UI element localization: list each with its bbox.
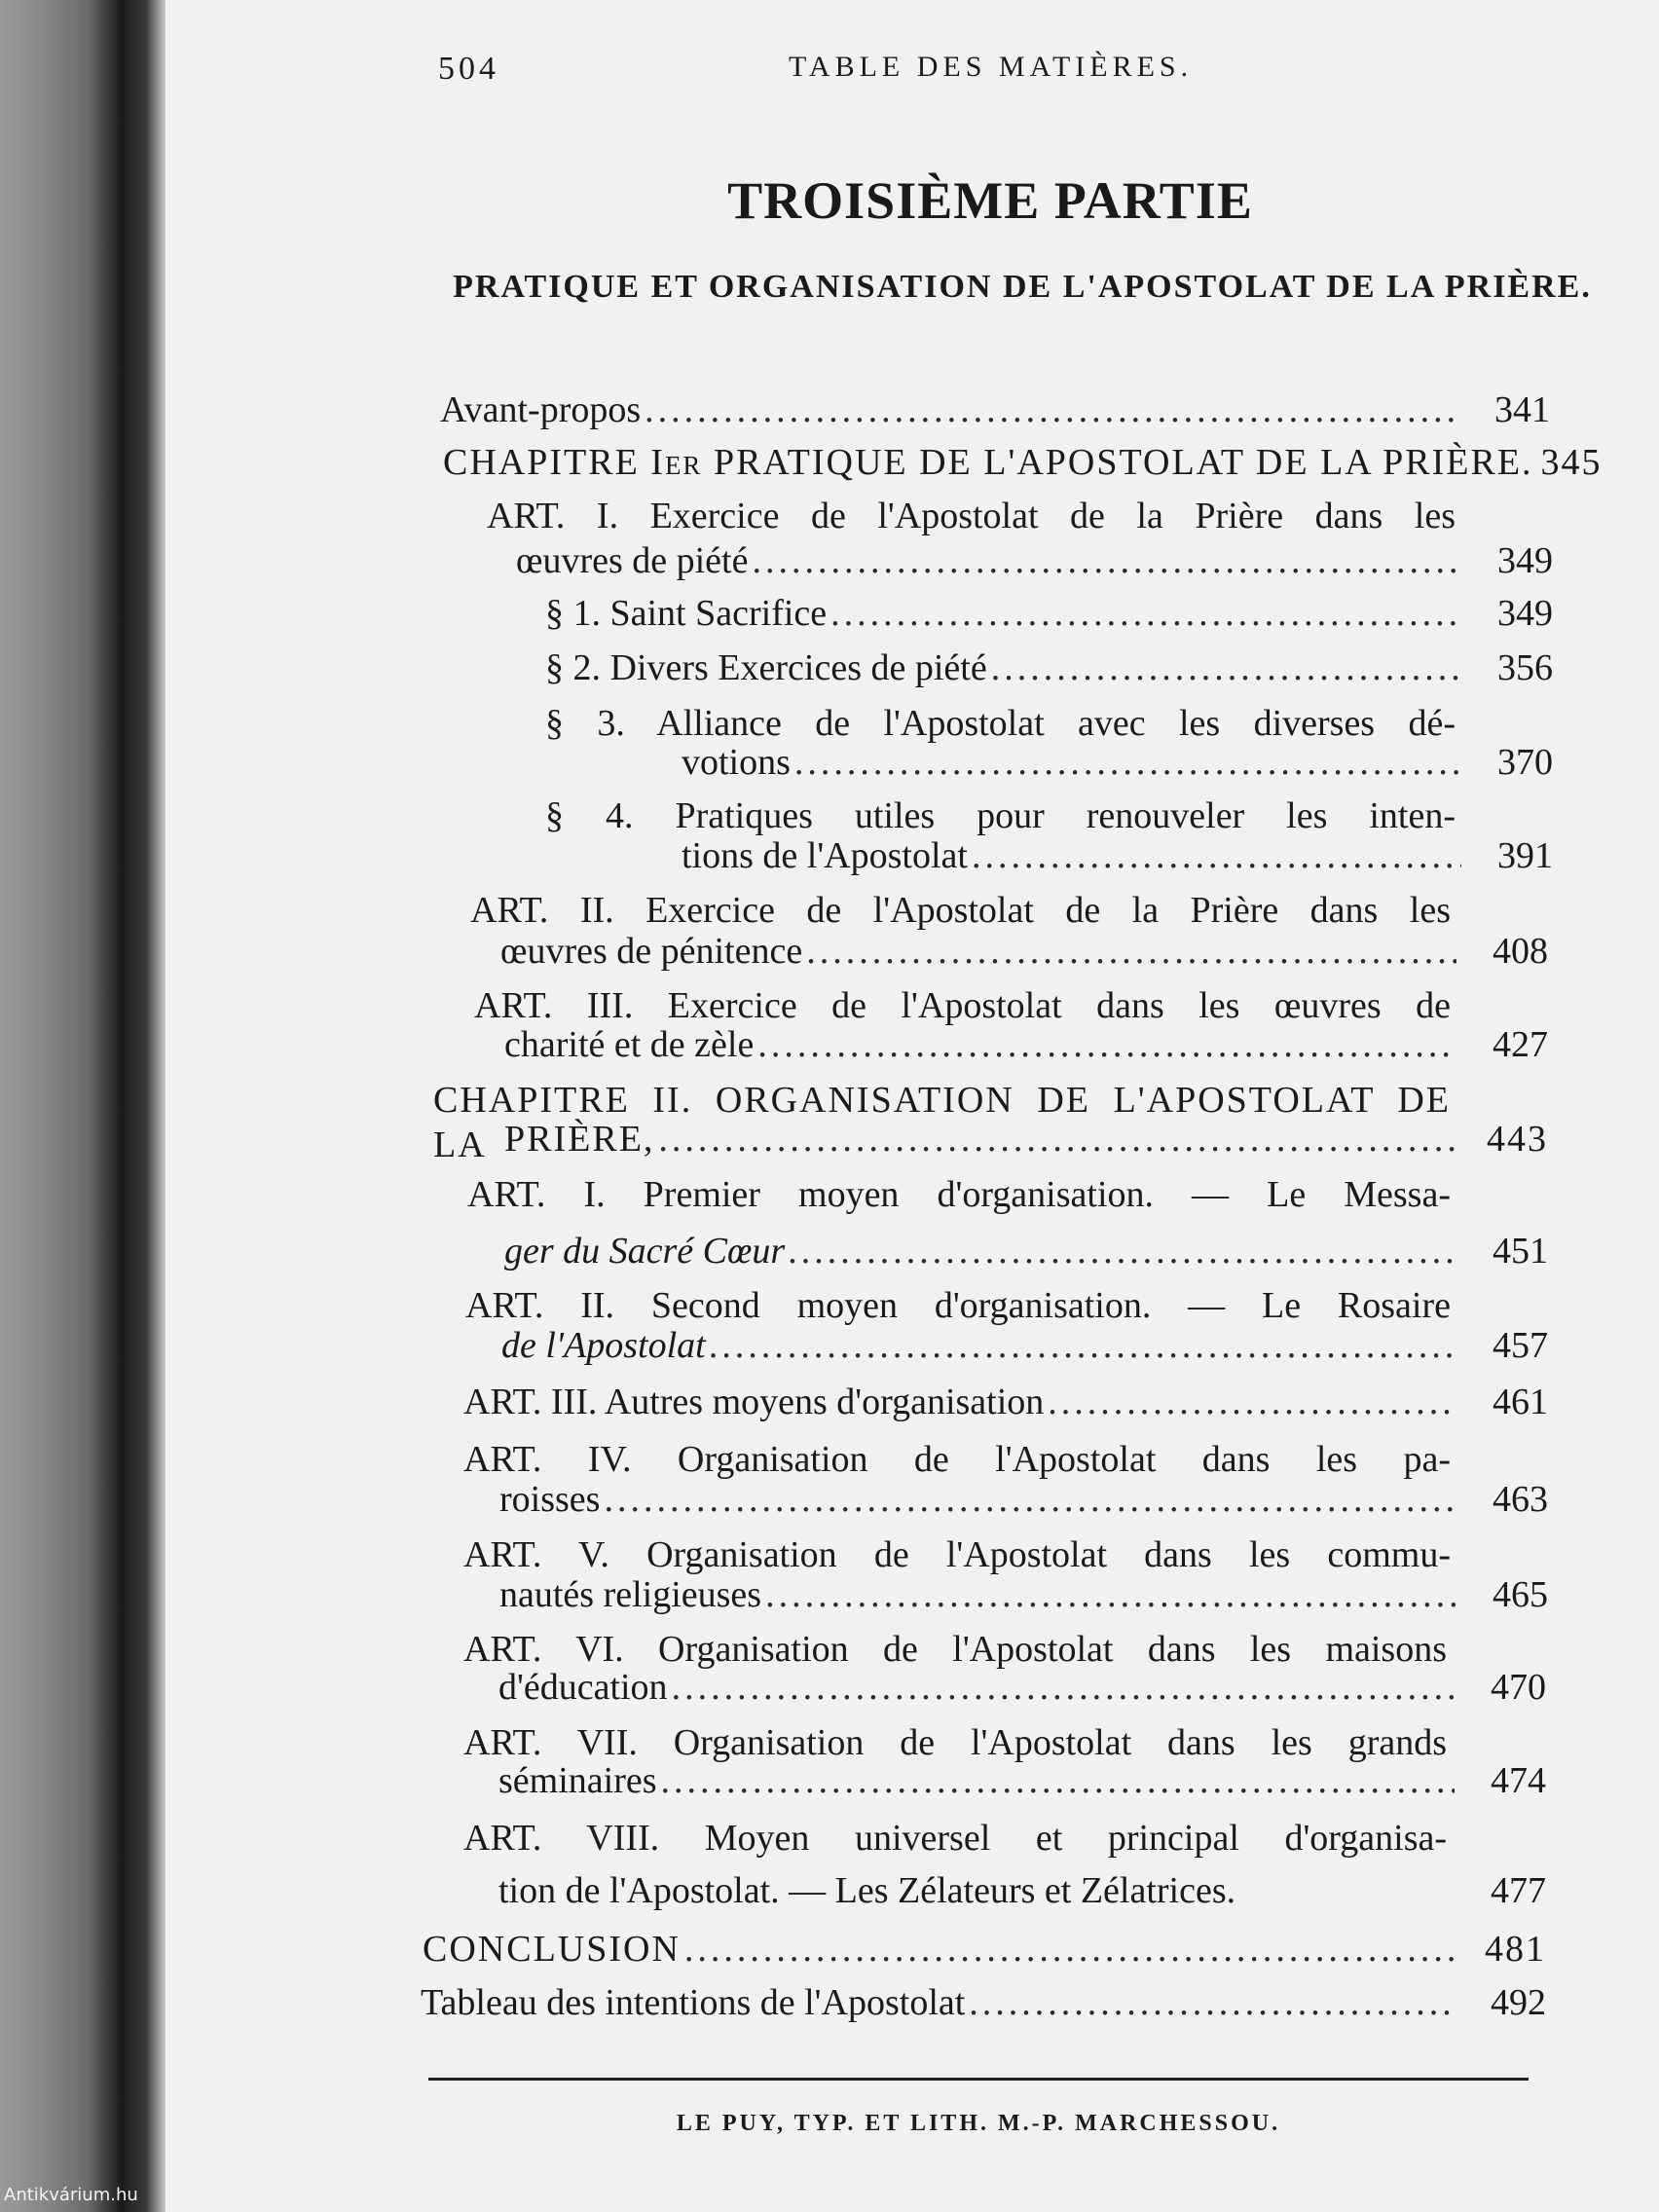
toc-entry <box>516 538 1553 583</box>
toc-entry-continuation: roisses <box>499 1479 601 1520</box>
running-title: TABLE DES MATIÈRES. <box>789 51 1194 83</box>
toc-entry-page: 461 <box>1493 1382 1548 1422</box>
toc-entry-title: ART. III. Autres moyens d'organisation <box>463 1382 1045 1422</box>
toc-entry-continuation: d'éducation <box>498 1667 668 1708</box>
leader-dots <box>789 1229 1456 1273</box>
toc-entry-continuation: votions <box>682 742 791 783</box>
toc-entry <box>500 929 1548 974</box>
toc-entry-continuation: de l'Apostolat <box>501 1325 706 1366</box>
leader-dots <box>661 1758 1455 1803</box>
toc-entry-title: § 3. Alliance de l'Apostolat avec les diverses dé- <box>545 703 1456 744</box>
toc-entry <box>545 645 1553 690</box>
toc-entry-title: Avant-propos <box>440 389 642 430</box>
toc-entry-page: 470 <box>1491 1667 1546 1708</box>
toc-entry-page: 474 <box>1491 1760 1546 1801</box>
leader-dots <box>645 387 1458 432</box>
leader-dots <box>604 1477 1456 1522</box>
toc-entry <box>682 833 1553 878</box>
toc-entry <box>421 1980 1546 2025</box>
toc-entry-title: ART. VI. Organisation de l'Apostolat dans les maisons <box>463 1629 1447 1670</box>
toc-entry-page: 457 <box>1493 1325 1548 1366</box>
toc-entry-continuation: nautés religieuses <box>499 1574 762 1615</box>
leader-dots <box>1048 1380 1456 1424</box>
toc-entry-continuation: ger du Sacré Cœur <box>504 1231 786 1272</box>
toc-entry-title: CHAPITRE Ier PRATIQUE DE L'APOSTOLAT DE LA PRIÈRE. <box>443 442 1533 483</box>
toc-entry-page: 451 <box>1493 1231 1548 1272</box>
toc-entry-title: ART. I. Exercice de l'Apostolat de la Prière dans les <box>487 496 1456 536</box>
toc-entry-title: § 1. Saint Sacrifice <box>545 593 828 634</box>
toc-chapter <box>504 1117 1548 1161</box>
toc-entry-page: 408 <box>1493 931 1548 972</box>
toc-entry-page: 356 <box>1497 647 1553 688</box>
toc-entry-page: 492 <box>1491 1982 1546 2023</box>
toc-entry-page: 465 <box>1493 1574 1548 1615</box>
toc-entry-continuation: tion de l'Apostolat. — Les Zélateurs et Zélatrices. <box>498 1870 1236 1911</box>
toc-entry <box>498 1758 1546 1803</box>
toc-entry-title: ART. II. Second moyen d'organisation. — Le Rosaire <box>465 1285 1451 1326</box>
toc-entry-title: § 4. Pratiques utiles pour renouveler les inten- <box>545 795 1456 836</box>
toc-entry <box>682 740 1553 785</box>
printer-imprint: LE PUY, TYP. ET LITH. M.-P. MARCHESSOU. <box>676 2111 1281 2136</box>
leader-dots <box>765 1572 1456 1617</box>
leader-dots <box>757 1022 1456 1067</box>
watermark: Antikvárium.hu <box>4 2185 138 2205</box>
toc-entry-title: CONCLUSION <box>423 1929 681 1970</box>
part-title: TROISIÈME PARTIE <box>727 171 1253 230</box>
toc-entry-title: ART. VIII. Moyen universel et principal d'organisa- <box>463 1818 1447 1859</box>
toc-entry <box>499 1572 1548 1617</box>
toc-entry-title: ART. IV. Organisation de l'Apostolat dans les pa- <box>463 1439 1451 1480</box>
toc-entry <box>498 1665 1546 1710</box>
leader-dots <box>658 1117 1456 1161</box>
leader-dots <box>710 1323 1456 1368</box>
page-number: 504 <box>438 51 499 87</box>
leader-dots <box>830 591 1461 636</box>
toc-entry-page: 341 <box>1494 389 1550 430</box>
toc-entry <box>545 591 1553 636</box>
toc-entry-continuation: PRIÈRE, <box>504 1119 655 1160</box>
toc-entry-page: 427 <box>1493 1024 1548 1065</box>
toc-entry-continuation: œuvres de pénitence <box>500 931 803 972</box>
toc-entry-page: 391 <box>1497 835 1553 876</box>
book-gutter <box>0 0 166 2212</box>
toc-entry-continuation: séminaires <box>498 1760 657 1801</box>
toc-entry <box>504 1229 1548 1273</box>
toc-entry-title: Tableau des intentions de l'Apostolat <box>421 1982 966 2023</box>
leader-dots <box>752 538 1461 583</box>
toc-chapter <box>443 440 1603 485</box>
leader-dots <box>684 1927 1455 1972</box>
toc-entry-page: 345 <box>1540 442 1603 483</box>
part-subtitle: PRATIQUE ET ORGANISATION DE L'APOSTOLAT DE LA PRIÈRE. <box>453 269 1592 305</box>
toc-entry-page: 370 <box>1497 742 1553 783</box>
toc-chapter-title: CHAPITRE II. ORGANISATION DE L'APOSTOLAT DE LA <box>433 1080 1451 1165</box>
toc-entry-continuation: tions de l'Apostolat <box>682 835 968 876</box>
leader-dots <box>972 833 1461 878</box>
toc-entry <box>504 1022 1548 1067</box>
toc-entry <box>501 1323 1548 1368</box>
toc-entry <box>498 1868 1546 1913</box>
toc-entry-page: 481 <box>1485 1929 1546 1970</box>
toc-entry <box>440 387 1550 432</box>
toc-entry-page: 349 <box>1497 540 1553 581</box>
leader-dots <box>969 1980 1455 2025</box>
toc-entry-title: ART. III. Exercice de l'Apostolat dans les œuvres de <box>474 985 1451 1026</box>
toc-entry-page: 443 <box>1487 1119 1548 1160</box>
toc-entry-page: 477 <box>1491 1870 1546 1911</box>
toc-entry-continuation: œuvres de piété <box>516 540 749 581</box>
toc-entry-title: ART. V. Organisation de l'Apostolat dans les commu- <box>463 1534 1451 1575</box>
toc-entry <box>463 1380 1548 1424</box>
toc-entry <box>423 1927 1546 1972</box>
toc-entry <box>499 1477 1548 1522</box>
leader-dots <box>806 929 1456 974</box>
toc-entry-title: ART. I. Premier moyen d'organisation. — Le Messa- <box>467 1174 1451 1215</box>
toc-entry-page: 349 <box>1497 593 1553 634</box>
toc-entry-continuation: charité et de zèle <box>504 1024 755 1065</box>
footer-rule <box>428 2078 1529 2081</box>
toc-entry-page: 463 <box>1493 1479 1548 1520</box>
toc-entry-title: ART. VII. Organisation de l'Apostolat dans les grands <box>463 1722 1447 1763</box>
leader-dots <box>794 740 1461 785</box>
leader-dots <box>672 1665 1455 1710</box>
toc-entry-title: ART. II. Exercice de l'Apostolat de la Prière dans les <box>470 890 1451 931</box>
leader-dots <box>991 645 1461 690</box>
toc-entry-title: § 2. Divers Exercices de piété <box>545 647 987 688</box>
